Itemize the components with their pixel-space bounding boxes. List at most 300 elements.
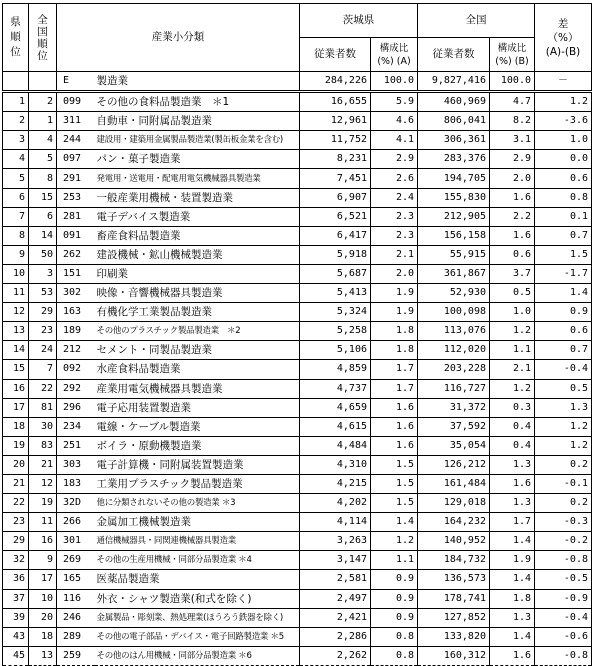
national-rank: 23 <box>29 322 57 341</box>
total-employees-b: 9,827,416 <box>418 72 490 92</box>
industry-code: 189 <box>57 322 95 341</box>
industry-name: 有機化学工業製品製造業 <box>95 303 300 322</box>
header-ratio-b: 構成比 (%) (B) <box>490 38 535 72</box>
national-rank: 17 <box>29 570 57 589</box>
employees-b: 52,930 <box>418 284 490 303</box>
difference: 0.0 <box>535 150 592 169</box>
difference: -0.2 <box>535 532 592 551</box>
pref-rank: 20 <box>3 455 29 474</box>
ratio-a: 2.1 <box>371 245 418 264</box>
employees-a: 6,521 <box>300 207 371 226</box>
national-rank: 29 <box>29 303 57 322</box>
employees-b: 55,915 <box>418 245 490 264</box>
header-employees-b: 従業者数 <box>418 38 490 72</box>
table-row <box>3 608 592 627</box>
difference: -0.3 <box>535 513 592 532</box>
industry-code: 116 <box>57 589 95 608</box>
table-row <box>3 455 592 474</box>
ratio-a: 1.9 <box>371 303 418 322</box>
table-row <box>3 226 592 245</box>
ratio-a: 1.5 <box>371 494 418 513</box>
table-row <box>3 474 592 493</box>
pref-rank: 39 <box>3 608 29 627</box>
industry-name: 建設用・建築用金属製品製造業(製缶板金業を含む) <box>95 131 300 150</box>
ratio-a: 0.9 <box>371 589 418 608</box>
employees-a: 3,147 <box>300 551 371 570</box>
table-row <box>3 417 592 436</box>
ratio-a: 1.7 <box>371 379 418 398</box>
industry-name: その他のプラスチック製品製造業 ＊2 <box>95 322 300 341</box>
national-rank: 53 <box>29 284 57 303</box>
employees-a: 4,737 <box>300 379 371 398</box>
industry-code: 291 <box>57 169 95 188</box>
industry-code: 212 <box>57 341 95 360</box>
industry-name: その他の電子部品・デバイス・電子回路製造業 ＊5 <box>95 627 300 646</box>
ratio-a: 1.5 <box>371 474 418 493</box>
industry-code: 234 <box>57 417 95 436</box>
industry-name: 畜産食料品製造業 <box>95 226 300 245</box>
difference: 1.2 <box>535 436 592 455</box>
table-row <box>3 513 592 532</box>
national-rank: 16 <box>29 532 57 551</box>
header-national-rank: 全 国 順 位 <box>29 4 57 72</box>
header-ratio-a: 構成比 (%) (A) <box>371 38 418 72</box>
employees-b: 116,727 <box>418 379 490 398</box>
national-rank: 1 <box>29 112 57 131</box>
national-rank: 4 <box>29 131 57 150</box>
employees-a: 16,655 <box>300 92 371 112</box>
ratio-a: 4.1 <box>371 131 418 150</box>
national-rank: 8 <box>29 169 57 188</box>
table-row <box>3 207 592 226</box>
pref-rank: 45 <box>3 646 29 665</box>
industry-name: セメント・同製品製造業 <box>95 341 300 360</box>
employees-a: 2,581 <box>300 570 371 589</box>
pref-rank: 13 <box>3 322 29 341</box>
industry-name: 外衣・シャツ製造業(和式を除く) <box>95 589 300 608</box>
table-row <box>3 131 592 150</box>
header-employees-a: 従業者数 <box>300 38 371 72</box>
ratio-b: 0.5 <box>490 284 535 303</box>
ratio-b: 2.1 <box>490 360 535 379</box>
difference: 0.6 <box>535 169 592 188</box>
ratio-a: 1.1 <box>371 551 418 570</box>
industry-code: 281 <box>57 207 95 226</box>
employees-a: 5,258 <box>300 322 371 341</box>
pref-rank: 7 <box>3 207 29 226</box>
difference: 0.7 <box>535 226 592 245</box>
difference: 0.8 <box>535 188 592 207</box>
ratio-b: 1.6 <box>490 188 535 207</box>
industry-name: 金属加工機械製造業 <box>95 513 300 532</box>
industry-name: 電線・ケーブル製造業 <box>95 417 300 436</box>
employees-a: 4,202 <box>300 494 371 513</box>
pref-rank: 21 <box>3 474 29 493</box>
industry-name: 映像・音響機械器具製造業 <box>95 284 300 303</box>
table-body <box>3 72 592 666</box>
industry-name: 印刷業 <box>95 264 300 283</box>
total-code: E <box>57 72 95 92</box>
industry-code: 246 <box>57 608 95 627</box>
industry-name: 医薬品製造業 <box>95 570 300 589</box>
ratio-b: 1.1 <box>490 341 535 360</box>
national-rank: 30 <box>29 417 57 436</box>
total-rank-blank <box>3 72 29 92</box>
industry-name: 工業用プラスチック製品製造業 <box>95 474 300 493</box>
national-rank: 9 <box>29 551 57 570</box>
table-row <box>3 245 592 264</box>
ratio-a: 1.5 <box>371 455 418 474</box>
industry-name: 通信機械器具・同関連機械器具製造業 <box>95 532 300 551</box>
table-row <box>3 284 592 303</box>
employees-b: 203,228 <box>418 360 490 379</box>
employees-b: 212,905 <box>418 207 490 226</box>
pref-rank: 29 <box>3 532 29 551</box>
ratio-a: 0.8 <box>371 627 418 646</box>
total-nat-rank-blank <box>29 72 57 92</box>
employees-b: 460,969 <box>418 92 490 112</box>
industry-code: 251 <box>57 436 95 455</box>
table-row <box>3 322 592 341</box>
employees-a: 4,310 <box>300 455 371 474</box>
difference: 0.2 <box>535 455 592 474</box>
employees-a: 5,324 <box>300 303 371 322</box>
table-row <box>3 341 592 360</box>
difference: 0.9 <box>535 303 592 322</box>
ratio-b: 3.1 <box>490 131 535 150</box>
employees-b: 184,732 <box>418 551 490 570</box>
pref-rank: 22 <box>3 494 29 513</box>
national-rank: 15 <box>29 188 57 207</box>
difference: 1.4 <box>535 284 592 303</box>
pref-rank: 43 <box>3 627 29 646</box>
pref-rank: 6 <box>3 188 29 207</box>
difference: -0.4 <box>535 608 592 627</box>
pref-rank: 32 <box>3 551 29 570</box>
industry-name: 金属製品・彫刻業、熱処理業(ほうろう鉄器を除く) <box>95 608 300 627</box>
industry-code: 289 <box>57 627 95 646</box>
employees-a: 2,286 <box>300 627 371 646</box>
ratio-b: 2.2 <box>490 207 535 226</box>
national-rank: 3 <box>29 264 57 283</box>
total-ratio-b: 100.0 <box>490 72 535 92</box>
industry-code: 269 <box>57 551 95 570</box>
national-rank: 6 <box>29 207 57 226</box>
national-rank: 83 <box>29 436 57 455</box>
ratio-b: 2.0 <box>490 169 535 188</box>
employees-b: 806,041 <box>418 112 490 131</box>
industry-code: 097 <box>57 150 95 169</box>
employees-a: 5,918 <box>300 245 371 264</box>
industry-code: 302 <box>57 284 95 303</box>
national-rank: 12 <box>29 474 57 493</box>
ratio-b: 8.2 <box>490 112 535 131</box>
difference: -0.8 <box>535 551 592 570</box>
table-row <box>3 646 592 665</box>
national-rank: 19 <box>29 494 57 513</box>
difference: -0.8 <box>535 646 592 665</box>
ratio-a: 2.3 <box>371 226 418 245</box>
table-row <box>3 551 592 570</box>
difference: 0.1 <box>535 207 592 226</box>
employees-a: 5,106 <box>300 341 371 360</box>
employees-b: 112,020 <box>418 341 490 360</box>
pref-rank: 8 <box>3 226 29 245</box>
national-rank: 18 <box>29 627 57 646</box>
table-row <box>3 360 592 379</box>
industry-code: 163 <box>57 303 95 322</box>
ratio-b: 1.6 <box>490 646 535 665</box>
pref-rank: 36 <box>3 570 29 589</box>
industry-name: ボイラ・原動機製造業 <box>95 436 300 455</box>
employees-a: 4,659 <box>300 398 371 417</box>
industry-code: 165 <box>57 570 95 589</box>
national-rank: 50 <box>29 245 57 264</box>
employees-b: 37,592 <box>418 417 490 436</box>
ratio-a: 4.6 <box>371 112 418 131</box>
national-rank: 22 <box>29 379 57 398</box>
table-row <box>3 494 592 513</box>
employees-b: 283,376 <box>418 150 490 169</box>
employees-a: 5,687 <box>300 264 371 283</box>
industry-name: 電子計算機・同附属装置製造業 <box>95 455 300 474</box>
employees-a: 6,417 <box>300 226 371 245</box>
employees-b: 35,054 <box>418 436 490 455</box>
employees-b: 160,312 <box>418 646 490 665</box>
difference: 0.7 <box>535 341 592 360</box>
national-rank: 24 <box>29 341 57 360</box>
industry-code: 244 <box>57 131 95 150</box>
table-row <box>3 112 592 131</box>
employees-a: 3,263 <box>300 532 371 551</box>
employees-b: 136,573 <box>418 570 490 589</box>
difference: 0.2 <box>535 494 592 513</box>
industry-code: 296 <box>57 398 95 417</box>
difference: -0.5 <box>535 570 592 589</box>
pref-rank: 15 <box>3 360 29 379</box>
employees-b: 31,372 <box>418 398 490 417</box>
industry-name: その他の生産用機械・同部分品製造業 ＊4 <box>95 551 300 570</box>
pref-rank: 16 <box>3 379 29 398</box>
ratio-a: 1.7 <box>371 360 418 379</box>
national-rank: 7 <box>29 360 57 379</box>
employees-b: 194,705 <box>418 169 490 188</box>
pref-rank: 9 <box>3 245 29 264</box>
total-employees-a: 284,226 <box>300 72 371 92</box>
difference: -0.6 <box>535 627 592 646</box>
ratio-b: 1.2 <box>490 322 535 341</box>
table-row <box>3 303 592 322</box>
ratio-a: 0.9 <box>371 570 418 589</box>
employees-b: 306,361 <box>418 131 490 150</box>
difference: -3.6 <box>535 112 592 131</box>
header-national: 全国 <box>418 4 535 38</box>
employees-a: 6,907 <box>300 188 371 207</box>
employees-b: 155,830 <box>418 188 490 207</box>
ratio-b: 3.7 <box>490 264 535 283</box>
table-row <box>3 398 592 417</box>
industry-code: 301 <box>57 532 95 551</box>
pref-rank: 23 <box>3 513 29 532</box>
industry-name: 電子デバイス製造業 <box>95 207 300 226</box>
employees-b: 126,212 <box>418 455 490 474</box>
industry-name: 水産食料品製造業 <box>95 360 300 379</box>
ratio-b: 1.6 <box>490 474 535 493</box>
difference: -0.1 <box>535 474 592 493</box>
pref-rank: 14 <box>3 341 29 360</box>
industry-code: 151 <box>57 264 95 283</box>
header-ibaraki: 茨城県 <box>300 4 418 38</box>
employees-a: 2,497 <box>300 589 371 608</box>
industry-code: 32D <box>57 494 95 513</box>
national-rank: 13 <box>29 646 57 665</box>
industry-code: 266 <box>57 513 95 532</box>
employees-a: 5,413 <box>300 284 371 303</box>
ratio-b: 1.7 <box>490 513 535 532</box>
national-rank: 14 <box>29 226 57 245</box>
industry-code: 311 <box>57 112 95 131</box>
ratio-b: 1.6 <box>490 226 535 245</box>
difference: 0.6 <box>535 322 592 341</box>
pref-rank: 37 <box>3 589 29 608</box>
ratio-b: 4.7 <box>490 92 535 112</box>
employees-b: 113,076 <box>418 322 490 341</box>
employees-a: 12,961 <box>300 112 371 131</box>
ratio-a: 1.6 <box>371 398 418 417</box>
ratio-b: 1.4 <box>490 532 535 551</box>
ratio-a: 5.9 <box>371 92 418 112</box>
employees-a: 4,615 <box>300 417 371 436</box>
total-row <box>3 72 592 92</box>
employees-b: 100,098 <box>418 303 490 322</box>
table-row <box>3 169 592 188</box>
employees-b: 129,018 <box>418 494 490 513</box>
employees-b: 164,232 <box>418 513 490 532</box>
ratio-a: 1.2 <box>371 532 418 551</box>
table-row <box>3 379 592 398</box>
table-row <box>3 532 592 551</box>
table-row <box>3 570 592 589</box>
industry-code: 183 <box>57 474 95 493</box>
difference: 1.2 <box>535 92 592 112</box>
industry-name: 電子応用装置製造業 <box>95 398 300 417</box>
pref-rank: 19 <box>3 436 29 455</box>
industry-code: 091 <box>57 226 95 245</box>
employees-a: 11,752 <box>300 131 371 150</box>
ratio-a: 0.8 <box>371 646 418 665</box>
industry-code: 099 <box>57 92 95 112</box>
industry-ranking-table-container <box>2 3 592 666</box>
industry-name: 自動車・同附属品製造業 <box>95 112 300 131</box>
ratio-a: 0.9 <box>371 608 418 627</box>
industry-ranking-table <box>2 3 592 666</box>
ratio-b: 0.4 <box>490 417 535 436</box>
table-row <box>3 150 592 169</box>
header-industry: 産業小分類 <box>57 4 300 72</box>
difference: 1.2 <box>535 417 592 436</box>
table-row <box>3 627 592 646</box>
employees-b: 127,852 <box>418 608 490 627</box>
employees-b: 156,158 <box>418 226 490 245</box>
employees-b: 178,741 <box>418 589 490 608</box>
industry-name: 発電用・送電用・配電用電気機械器具製造業 <box>95 169 300 188</box>
difference: 0.5 <box>535 379 592 398</box>
national-rank: 2 <box>29 92 57 112</box>
table-row <box>3 589 592 608</box>
ratio-a: 1.9 <box>371 284 418 303</box>
industry-name: パン・菓子製造業 <box>95 150 300 169</box>
difference: 1.5 <box>535 245 592 264</box>
ratio-b: 0.6 <box>490 245 535 264</box>
ratio-b: 0.3 <box>490 398 535 417</box>
difference: -1.7 <box>535 264 592 283</box>
industry-code: 262 <box>57 245 95 264</box>
industry-name: 産業用電気機械器具製造業 <box>95 379 300 398</box>
ratio-a: 2.0 <box>371 264 418 283</box>
pref-rank: 10 <box>3 264 29 283</box>
employees-a: 4,859 <box>300 360 371 379</box>
total-ratio-a: 100.0 <box>371 72 418 92</box>
industry-name: 他に分類されないその他の製造業 ＊3 <box>95 494 300 513</box>
employees-b: 161,484 <box>418 474 490 493</box>
ratio-b: 1.0 <box>490 303 535 322</box>
pref-rank: 2 <box>3 112 29 131</box>
difference: 1.3 <box>535 398 592 417</box>
pref-rank: 1 <box>3 92 29 112</box>
ratio-a: 1.4 <box>371 513 418 532</box>
table-row <box>3 92 592 112</box>
industry-code: 092 <box>57 360 95 379</box>
ratio-b: 1.3 <box>490 494 535 513</box>
national-rank: 11 <box>29 513 57 532</box>
employees-a: 7,451 <box>300 169 371 188</box>
industry-name: その他のはん用機械・同部分品製造業 ＊6 <box>95 646 300 665</box>
ratio-a: 1.8 <box>371 341 418 360</box>
employees-b: 361,867 <box>418 264 490 283</box>
employees-b: 133,820 <box>418 627 490 646</box>
industry-name: 建設機械・鉱山機械製造業 <box>95 245 300 264</box>
table-row <box>3 188 592 207</box>
national-rank: 81 <box>29 398 57 417</box>
pref-rank: 5 <box>3 169 29 188</box>
national-rank: 20 <box>29 608 57 627</box>
ratio-b: 1.8 <box>490 589 535 608</box>
pref-rank: 18 <box>3 417 29 436</box>
national-rank: 21 <box>29 455 57 474</box>
employees-a: 2,262 <box>300 646 371 665</box>
difference: 1.0 <box>535 131 592 150</box>
ratio-a: 1.6 <box>371 436 418 455</box>
pref-rank: 11 <box>3 284 29 303</box>
ratio-b: 1.4 <box>490 570 535 589</box>
table-row <box>3 264 592 283</box>
industry-name: 一般産業用機械・装置製造業 <box>95 188 300 207</box>
ratio-b: 1.2 <box>490 379 535 398</box>
ratio-a: 1.8 <box>371 322 418 341</box>
ratio-a: 2.6 <box>371 169 418 188</box>
pref-rank: 12 <box>3 303 29 322</box>
ratio-a: 2.3 <box>371 207 418 226</box>
industry-code: 253 <box>57 188 95 207</box>
national-rank: 5 <box>29 150 57 169</box>
pref-rank: 17 <box>3 398 29 417</box>
ratio-b: 1.9 <box>490 551 535 570</box>
ratio-b: 0.4 <box>490 436 535 455</box>
employees-a: 4,215 <box>300 474 371 493</box>
industry-code: 259 <box>57 646 95 665</box>
ratio-a: 2.4 <box>371 188 418 207</box>
industry-code: 303 <box>57 455 95 474</box>
